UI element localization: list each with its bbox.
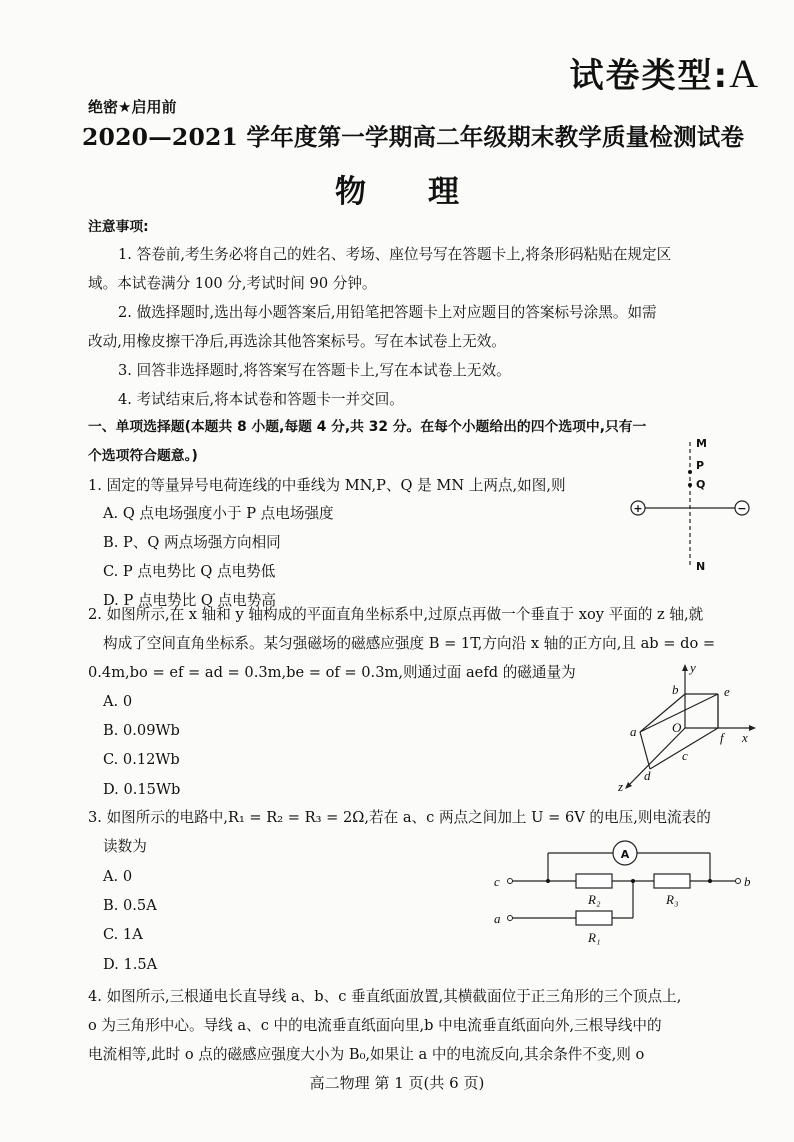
label-z: z: [618, 779, 624, 794]
q2-option-a: A. 0: [103, 693, 133, 710]
label-c: c: [682, 748, 688, 763]
section-heading: 个选项符合题意。): [88, 448, 198, 464]
label-r2: R₂: [588, 892, 601, 907]
section-heading: 一、单项选择题(本题共 8 小题,每题 4 分,共 32 分。在每个小题给出的四个选项中,只有一: [88, 419, 647, 435]
label-r1: R₁: [588, 930, 601, 945]
notice-line: 3. 回答非选择题时,将答案写在答题卡上,写在本试卷上无效。: [118, 362, 511, 379]
q3-circuit: [488, 838, 758, 948]
label-r3: R₃: [666, 892, 679, 907]
notice-line: 2. 做选择题时,选出每小题答案后,用铅笔把答题卡上对应题目的答案标号涂黑。如需: [118, 304, 657, 321]
notice-line: 1. 答卷前,考生务必将自己的姓名、考场、座位号写在答题卡上,将条形码粘贴在规定区: [118, 246, 672, 263]
q1-option-d: D. P 点电势比 Q 点电势高: [103, 592, 276, 609]
page-footer: 高二物理 第 1 页(共 6 页): [309, 1074, 485, 1092]
q4-stem: 电流相等,此时 o 点的磁感应强度大小为 B₀,如果让 a 中的电流反向,其余条件不变,则 o: [88, 1046, 645, 1063]
z-axis: [628, 728, 685, 786]
q2-option-d: D. 0.15Wb: [103, 781, 181, 798]
q2-stem: 0.4m,bo = ef = ad = 0.3m,be = of = 0.3m,则通过面 aefd 的磁通量为: [88, 664, 576, 681]
label-m: M: [696, 437, 707, 450]
q3-option-c: C. 1A: [103, 926, 143, 943]
label-o: O: [672, 720, 682, 735]
plus-label: +: [633, 502, 643, 515]
label-e: e: [724, 684, 730, 699]
label-b: b: [672, 682, 679, 697]
paper-type: [570, 48, 761, 97]
q3-stem: 读数为: [103, 838, 147, 855]
q1-option-b: B. P、Q 两点场强方向相同: [103, 534, 281, 551]
minus-label: −: [737, 502, 747, 515]
paper-type-label: 试卷类型:: [569, 56, 730, 96]
label-d: d: [644, 768, 651, 783]
q3-option-b: B. 0.5A: [103, 897, 157, 914]
label-c: c: [494, 874, 500, 889]
q4-stem: 4. 如图所示,三根通电长直导线 a、b、c 垂直纸面放置,其横截面位于正三角形的三个顶点上,: [88, 988, 682, 1005]
q4-stem: o 为三角形中心。导线 a、c 中的电流垂直纸面向里,b 中电流垂直纸面向外,三根导线中的: [88, 1017, 662, 1034]
q3-option-a: A. 0: [103, 868, 133, 885]
q1-stem: 1. 固定的等量异号电荷连线的中垂线为 MN,P、Q 是 MN 上两点,如图,则: [88, 477, 566, 494]
exam-title: 2020—2021 学年度第一学期高二年级期末教学质量检测试卷: [82, 123, 745, 151]
label-a: a: [494, 911, 501, 926]
q1-option-a: A. Q 点电场强度小于 P 点电场强度: [103, 505, 334, 522]
q2-stem: 构成了空间直角坐标系。某匀强磁场的磁感应强度 B = 1T,方向沿 x 轴的正方向,且 ab = do =: [103, 635, 716, 652]
paper-type-letter: A: [729, 51, 760, 96]
label-f: f: [720, 730, 724, 745]
label-b: b: [744, 874, 751, 889]
label-a: a: [630, 724, 637, 739]
q2-figure: [610, 660, 760, 795]
label-y: y: [690, 660, 696, 675]
notice-line: 4. 考试结束后,将本试卷和答题卡一并交回。: [118, 391, 404, 408]
q3-stem: 3. 如图所示的电路中,R₁ = R₂ = R₃ = 2Ω,若在 a、c 两点之间加上 U = 6V 的电压,则电流表的: [88, 809, 711, 826]
resistor-r2: [576, 874, 612, 888]
resistor-r3: [654, 874, 690, 888]
q2-option-b: B. 0.09Wb: [103, 722, 180, 739]
label-n: N: [696, 560, 706, 573]
ammeter-label: A: [620, 848, 630, 861]
notice-line: 改动,用橡皮擦干净后,再选涂其他答案标号。写在本试卷上无效。: [88, 333, 506, 350]
point-q: [688, 483, 692, 487]
resistor-r1: [576, 911, 612, 925]
q1-figure: [620, 432, 770, 582]
subject-title: 物理: [335, 174, 521, 210]
q2-option-c: C. 0.12Wb: [103, 751, 180, 768]
q1-option-c: C. P 点电势比 Q 点电势低: [103, 563, 276, 580]
secret-mark: 绝密★启用前: [88, 98, 177, 116]
q2-stem: 2. 如图所示,在 x 轴和 y 轴构成的平面直角坐标系中,过原点再做一个垂直于 xoy 平面的 z 轴,就: [88, 606, 704, 623]
label-x: x: [742, 730, 748, 745]
label-p: P: [696, 459, 705, 472]
q3-option-d: D. 1.5A: [103, 956, 158, 973]
point-p: [688, 470, 692, 474]
notice-line: 域。本试卷满分 100 分,考试时间 90 分钟。: [88, 275, 377, 292]
notice-heading: 注意事项:: [88, 219, 149, 235]
label-q: Q: [696, 478, 706, 491]
